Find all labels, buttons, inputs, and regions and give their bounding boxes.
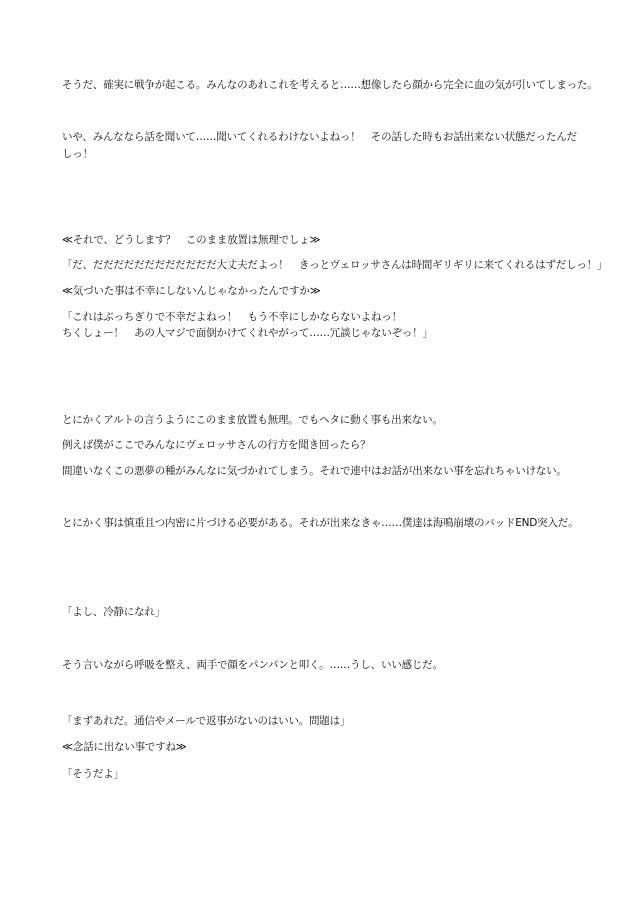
text-line: とにかくアルトの言うようにこのまま放置も無理。でもヘタに動く事も出来ない。 xyxy=(62,414,443,426)
text-line: 「だ、だだだだだだだだだだだだ大丈夫だよっ！ きっとヴェロッサさんは時間ギリギリに来てくれるはずだしっ！」 xyxy=(62,259,608,271)
text-line: 「まずあれだ。通信やメールで返事がないのはいい。問題は」 xyxy=(62,715,351,727)
text-line: 「そうだよ」 xyxy=(62,768,124,780)
text-line: ≪気づいた事は不幸にしないんじゃなかったんですか≫ xyxy=(62,285,321,297)
text-line: ≪それで、どうします？ このまま放置は無理でしょ≫ xyxy=(62,234,321,246)
text-line: とにかく事は慎重且つ内密に片づける必要がある。それが出来なきゃ……僕達は海鳴崩壊のバッドEND突入だ。 xyxy=(62,517,579,529)
text-line: 「これはぶっちぎりで不幸だよねっ！ もう不幸にしかならないよねっ！ xyxy=(62,311,402,323)
text-line: 間違いなくこの悪夢の種がみんなに気づかれてしまう。それで連中はお話が出来ない事を忘れちゃいけない。 xyxy=(62,465,567,477)
text-line: そう言いながら呼吸を整え、両手で顔をパンパンと叩く。……うし、いい感じだ。 xyxy=(62,659,443,671)
text-line: 例えば僕がここでみんなにヴェロッサさんの行方を聞き回ったら？ xyxy=(62,439,371,451)
text-line: そうだ、確実に戦争が起こる。みんなのあれこれを考えると……想像したら顔から完全に血の気が引いてしまった。 xyxy=(62,79,598,91)
text-line: しっ！ xyxy=(62,148,93,160)
text-line: 「よし、冷静になれ」 xyxy=(62,606,165,618)
text-line: ちくしょー！ あの人マジで面倒かけてくれやがって……冗談じゃないぞっ！」 xyxy=(62,327,433,339)
text-line: いや、みんななら話を聞いて……聞いてくれるわけないよねっ！ その話した時もお話出来ない状態だったんだ xyxy=(62,131,577,143)
text-line: ≪念話に出ない事ですね≫ xyxy=(62,741,187,753)
